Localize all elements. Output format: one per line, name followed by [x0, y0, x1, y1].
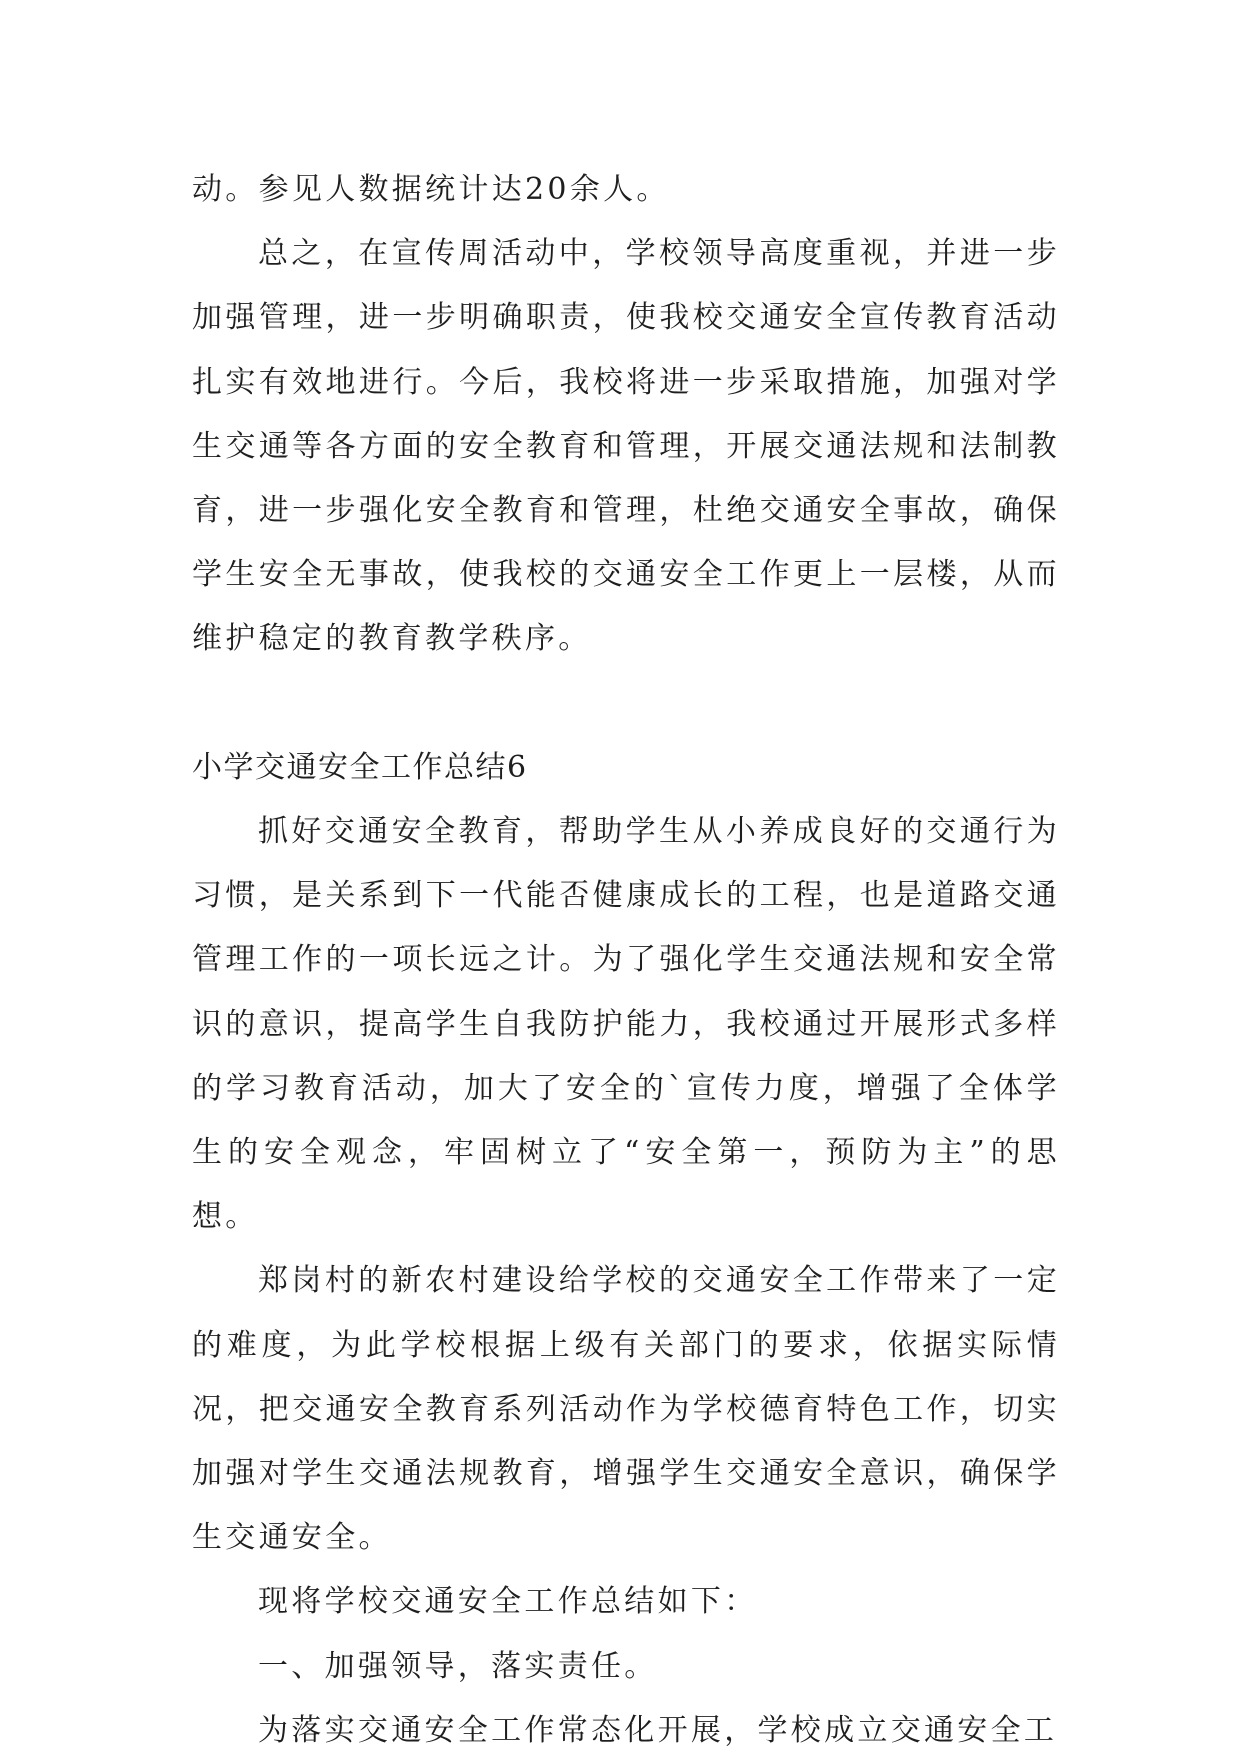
paragraph-intro: 抓好交通安全教育，帮助学生从小养成良好的交通行为习惯，是关系到下一代能否健康成长的工程，也是道路交通管理工作的一项长远之计。为了强化学生交通法规和安全常识的意识，提高学生自我防护能力，我校通过开展形式多样的学习教育活动，加大了安全的`宣传力度，增强了全体学生的安全观念，牢固树立了“安全第一，预防为主”的思想。	[192, 814, 1060, 1235]
document-body	[192, 158, 1060, 1763]
section-spacer	[192, 672, 1060, 736]
paragraph-continuation: 动。参见人数据统计达20余人。	[192, 172, 670, 207]
paragraph-background: 郑岗村的新农村建设给学校的交通安全工作带来了一定的难度，为此学校根据上级有关部门的要求，依据实际情况，把交通安全教育系列活动作为学校德育特色工作，切实加强对学生交通法规教育，增强学生交通安全意识，确保学生交通安全。	[192, 1263, 1060, 1556]
paragraph-point-one: 一、加强领导，落实责任。	[258, 1648, 658, 1684]
paragraph-conclusion: 总之，在宣传周活动中，学校领导高度重视，并进一步加强管理，进一步明确职责，使我校交通安全宣传教育活动扎实有效地进行。今后，我校将进一步采取措施，加强对学生交通等各方面的安全教育和管理，开展交通法规和法制教育，进一步强化安全教育和管理，杜绝交通安全事故，确保学生安全无事故，使我校的交通安全工作更上一层楼，从而维护稳定的教育教学秩序。	[192, 236, 1060, 657]
section-heading: 小学交通安全工作总结6	[192, 749, 528, 785]
paragraph-point-one-body: 为落实交通安全工作常态化开展，学校成立交通安全工	[258, 1712, 1058, 1748]
paragraph-summary-lead: 现将学校交通安全工作总结如下：	[258, 1584, 758, 1620]
